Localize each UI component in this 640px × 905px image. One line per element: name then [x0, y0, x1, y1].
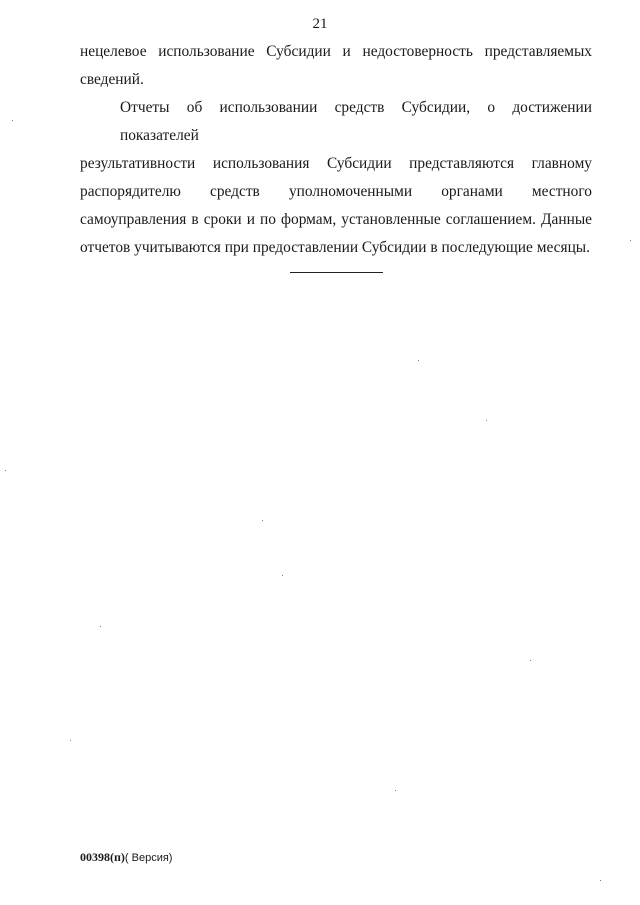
text-line: распорядителю средств уполномоченными органами местного	[80, 183, 592, 200]
doc-code: 00398(п)	[80, 850, 125, 864]
scan-speck	[282, 575, 283, 576]
footer-document-code	[80, 850, 172, 865]
scan-speck	[5, 470, 6, 471]
scan-speck	[262, 520, 263, 521]
version-label: ( Версия)	[124, 852, 173, 864]
scan-speck	[70, 740, 71, 741]
text-line: результативности использования Субсидии представляются главному	[80, 155, 592, 172]
scan-speck	[530, 660, 531, 661]
paragraph-reports	[80, 94, 592, 262]
text-line: Отчеты об использовании средств Субсидии, о достижении показателей	[120, 99, 592, 144]
scan-speck	[630, 240, 631, 241]
page-number: 21	[312, 16, 328, 32]
scan-speck	[486, 420, 487, 421]
text-line: отчетов учитываются при предоставлении Субсидии в последующие месяцы.	[80, 239, 590, 256]
scan-speck	[418, 360, 419, 361]
scan-speck	[100, 626, 101, 627]
text-line: нецелевое использование Субсидии и недостоверность представляемых	[80, 43, 592, 60]
text-line: сведений.	[80, 71, 144, 88]
scan-speck	[12, 120, 13, 121]
paragraph-continuation	[80, 38, 592, 94]
text-line: самоуправления в сроки и по формам, установленные соглашением. Данные	[80, 211, 592, 228]
scan-speck	[600, 880, 601, 881]
end-separator-rule	[290, 272, 383, 273]
scan-speck	[395, 790, 396, 791]
